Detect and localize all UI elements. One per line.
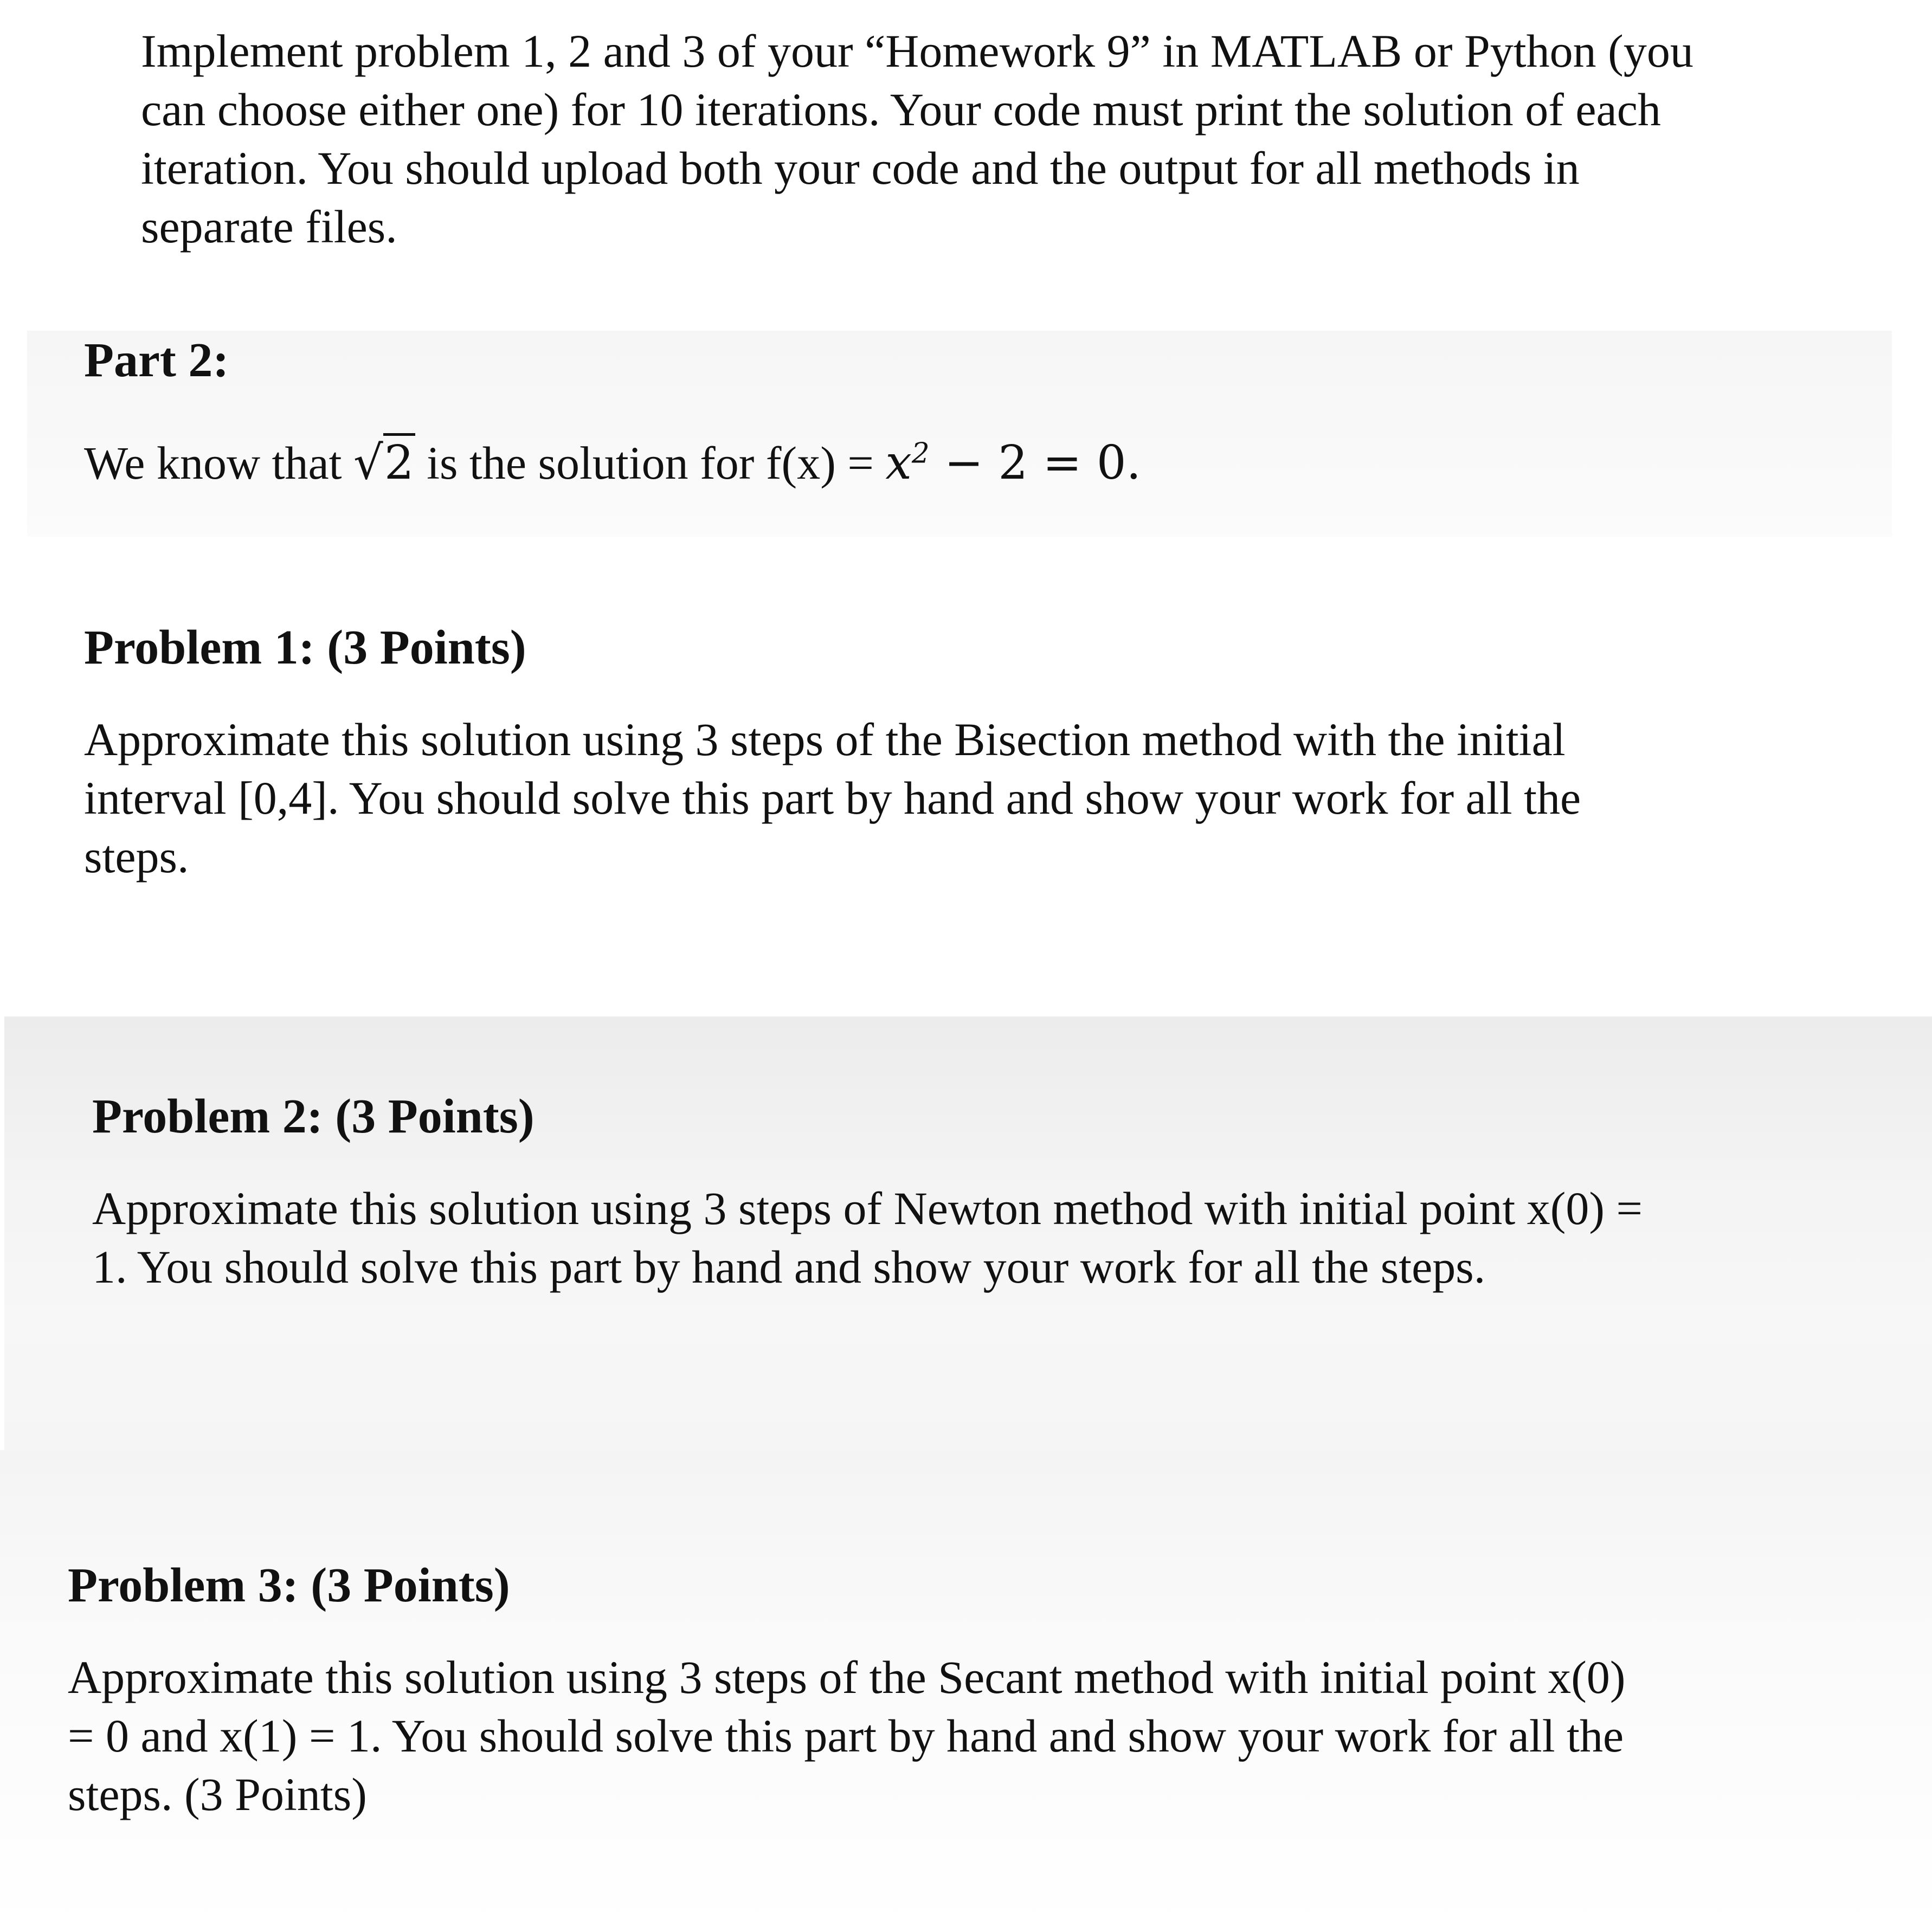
problem1-heading [84,618,526,678]
problem3-heading [68,1556,510,1615]
problem2-line-1: Approximate this solution using 3 steps of Newton method with initial point x(0) = [92,1182,1643,1234]
intro-paragraph [141,22,1832,256]
problem3-statement [68,1648,1911,1824]
math-tail: − 2 = 0. [929,436,1141,490]
problem1-line-2: interval [0,4]. You should solve this part by hand and show your work for all the [84,772,1581,824]
intro-line-3: iteration. You should upload both your code and the output for all methods in [141,142,1580,194]
problem2-statement [92,1179,1914,1296]
sqrt-expression [353,433,415,490]
problem1-line-3: steps. [84,830,189,883]
math-exponent: 2 [911,437,930,470]
part2-text-before: We know that [84,437,354,489]
sqrt-symbol: √ [353,436,383,490]
part2-heading [84,331,229,390]
problem3-line-3: steps. (3 Points) [68,1768,367,1820]
problem1-statement [84,710,1862,886]
intro-line-1: Implement problem 1, 2 and 3 of your “Homework 9” in MATLAB or Python (you [141,25,1693,77]
problem1-heading-text: Problem 1: (3 Points) [84,621,526,674]
intro-line-4: separate files. [141,201,397,253]
part2-heading-text: Part 2: [84,333,229,387]
part2-statement-line [84,434,1819,492]
sqrt-radicand: 2 [383,433,415,490]
intro-line-2: can choose either one) for 10 iterations. Your code must print the solution of each [141,83,1661,136]
part2-text-middle: is the solution for f(x) = [415,437,886,489]
problem2-heading [92,1087,534,1147]
problem1-line-1: Approximate this solution using 3 steps of the Bisection method with the initial [84,713,1566,765]
math-variable: x [885,436,912,490]
problem3-line-1: Approximate this solution using 3 steps of the Secant method with initial point x(0) [68,1651,1626,1703]
part2-statement [84,434,1819,492]
problem2-heading-text: Problem 2: (3 Points) [92,1090,534,1143]
problem3-line-2: = 0 and x(1) = 1. You should solve this part by hand and show your work for all the [68,1710,1624,1762]
problem3-heading-text: Problem 3: (3 Points) [68,1559,510,1612]
problem2-line-2: 1. You should solve this part by hand and show your work for all the steps. [92,1241,1486,1293]
